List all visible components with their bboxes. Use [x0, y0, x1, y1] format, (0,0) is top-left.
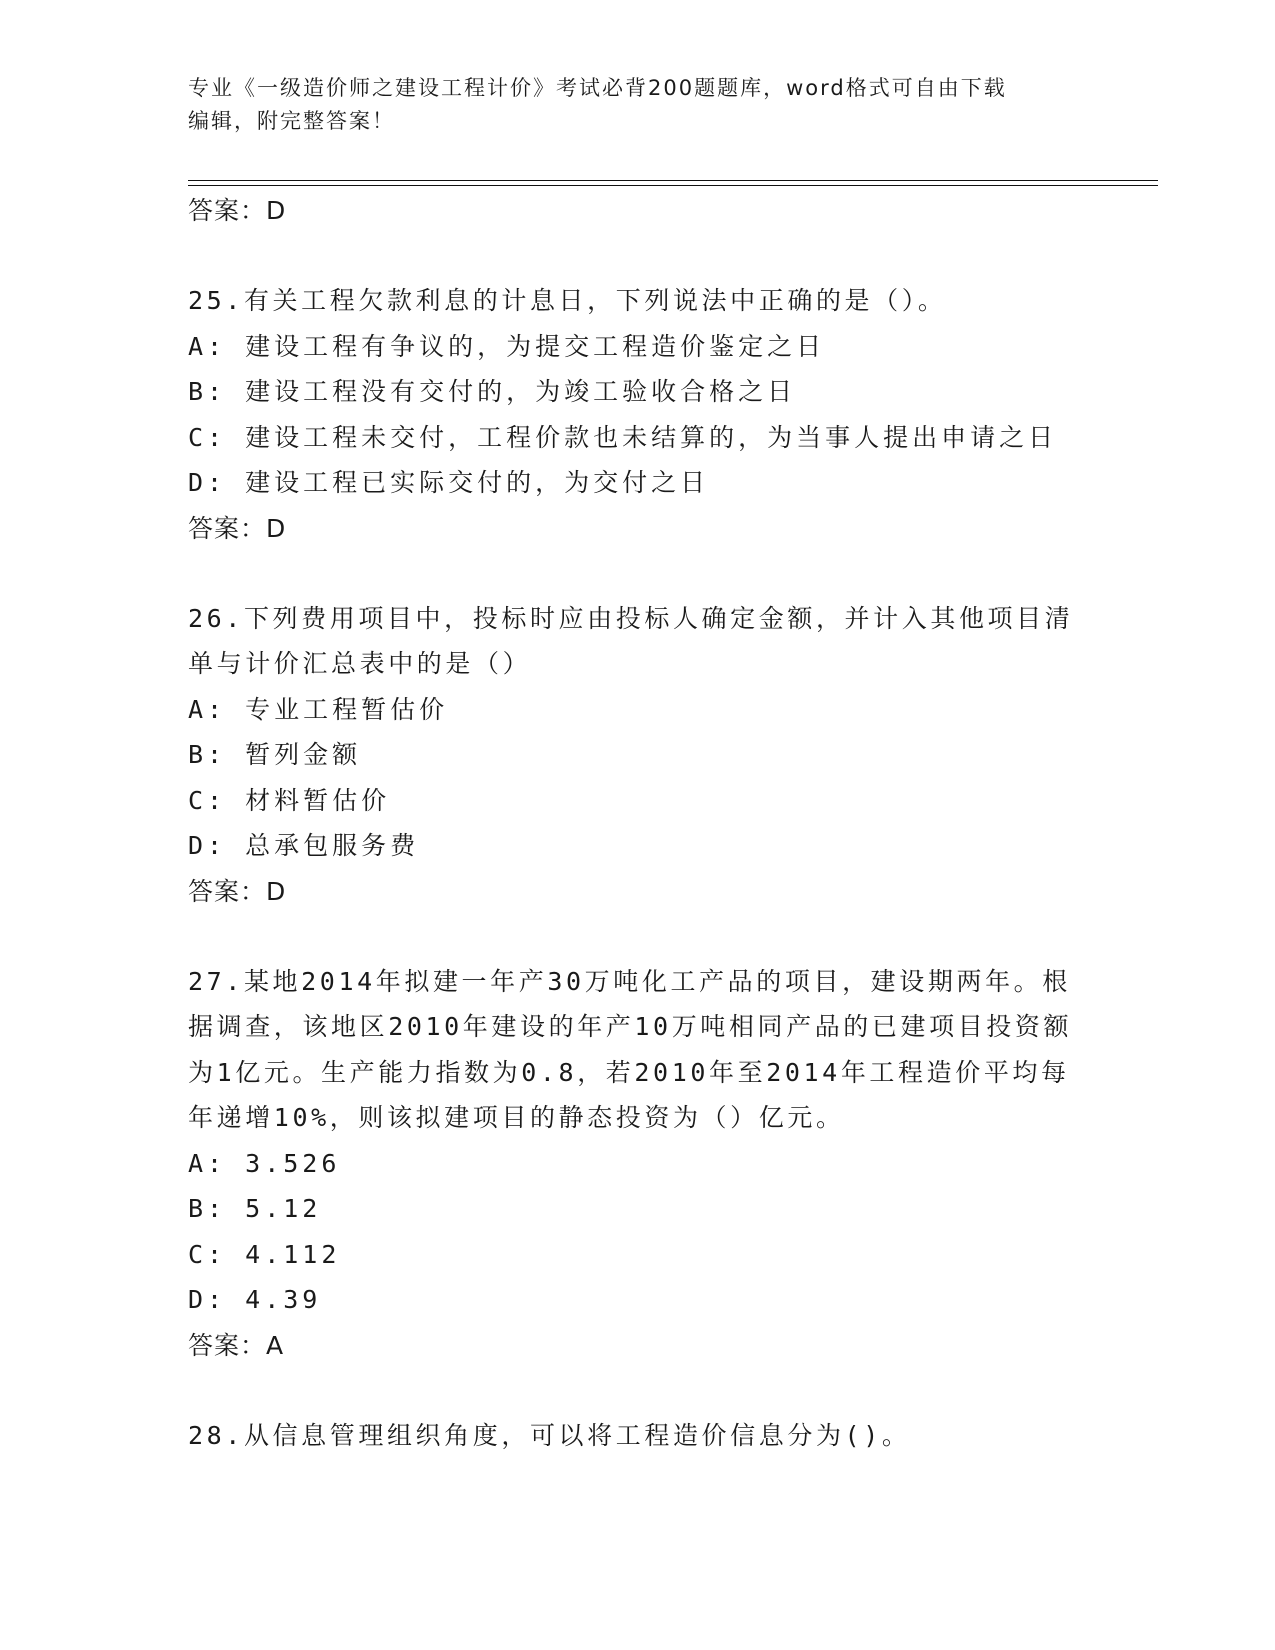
question-27	[188, 959, 1088, 1369]
question-25	[188, 278, 1088, 552]
option-c: C: 建设工程未交付，工程价款也未结算的，为当事人提出申请之日	[188, 422, 1058, 452]
option-d: D: 建设工程已实际交付的，为交付之日	[188, 468, 710, 497]
option-b: B: 暂列金额	[188, 740, 362, 769]
answer-line: 答案：D	[188, 513, 287, 543]
question-stem: 26.下列费用项目中，投标时应由投标人确定金额，并计入其他项目清单与计价汇总表中的是（）	[188, 603, 1074, 678]
option-a: A: 3.526	[188, 1148, 341, 1178]
question-28	[188, 1413, 1088, 1459]
question-list	[188, 188, 1088, 1458]
answer-line: 答案：A	[188, 1330, 285, 1360]
answer-line: 答案：D	[188, 876, 287, 906]
question-stem: 27.某地2014年拟建一年产30万吨化工产品的项目，建设期两年。根据调查，该地区2010年建设的年产10万吨相同产品的已建项目投资额为1亿元。生产能力指数为0.8，若2010年至2014年工程造价平均每年递增10%，则该拟建项目的静态投资为（）亿元。	[188, 966, 1073, 1132]
option-c: C: 材料暂估价	[188, 785, 391, 815]
option-c: C: 4.112	[188, 1239, 341, 1269]
header-line: 专业《一级造价师之建设工程计价》考试必背200题题库，word格式可自由下载	[188, 76, 1007, 100]
header-divider	[188, 180, 1158, 181]
option-d: D: 4.39	[188, 1285, 322, 1314]
answer-line: 答案：D	[188, 196, 287, 225]
question-stem: 25.有关工程欠款利息的计息日，下列说法中正确的是（）。	[188, 286, 947, 315]
option-a: A: 建设工程有争议的，为提交工程造价鉴定之日	[188, 331, 826, 361]
header-line: 编辑，附完整答案！	[188, 109, 395, 133]
option-b: B: 建设工程没有交付的，为竣工验收合格之日	[188, 377, 797, 406]
document-header	[188, 72, 1088, 138]
question-stem: 28.从信息管理组织角度，可以将工程造价信息分为()。	[188, 1420, 911, 1450]
header-divider	[188, 185, 1158, 186]
question-26	[188, 596, 1088, 915]
option-d: D: 总承包服务费	[188, 831, 420, 860]
option-a: A: 专业工程暂估价	[188, 694, 449, 724]
option-b: B: 5.12	[188, 1194, 322, 1223]
